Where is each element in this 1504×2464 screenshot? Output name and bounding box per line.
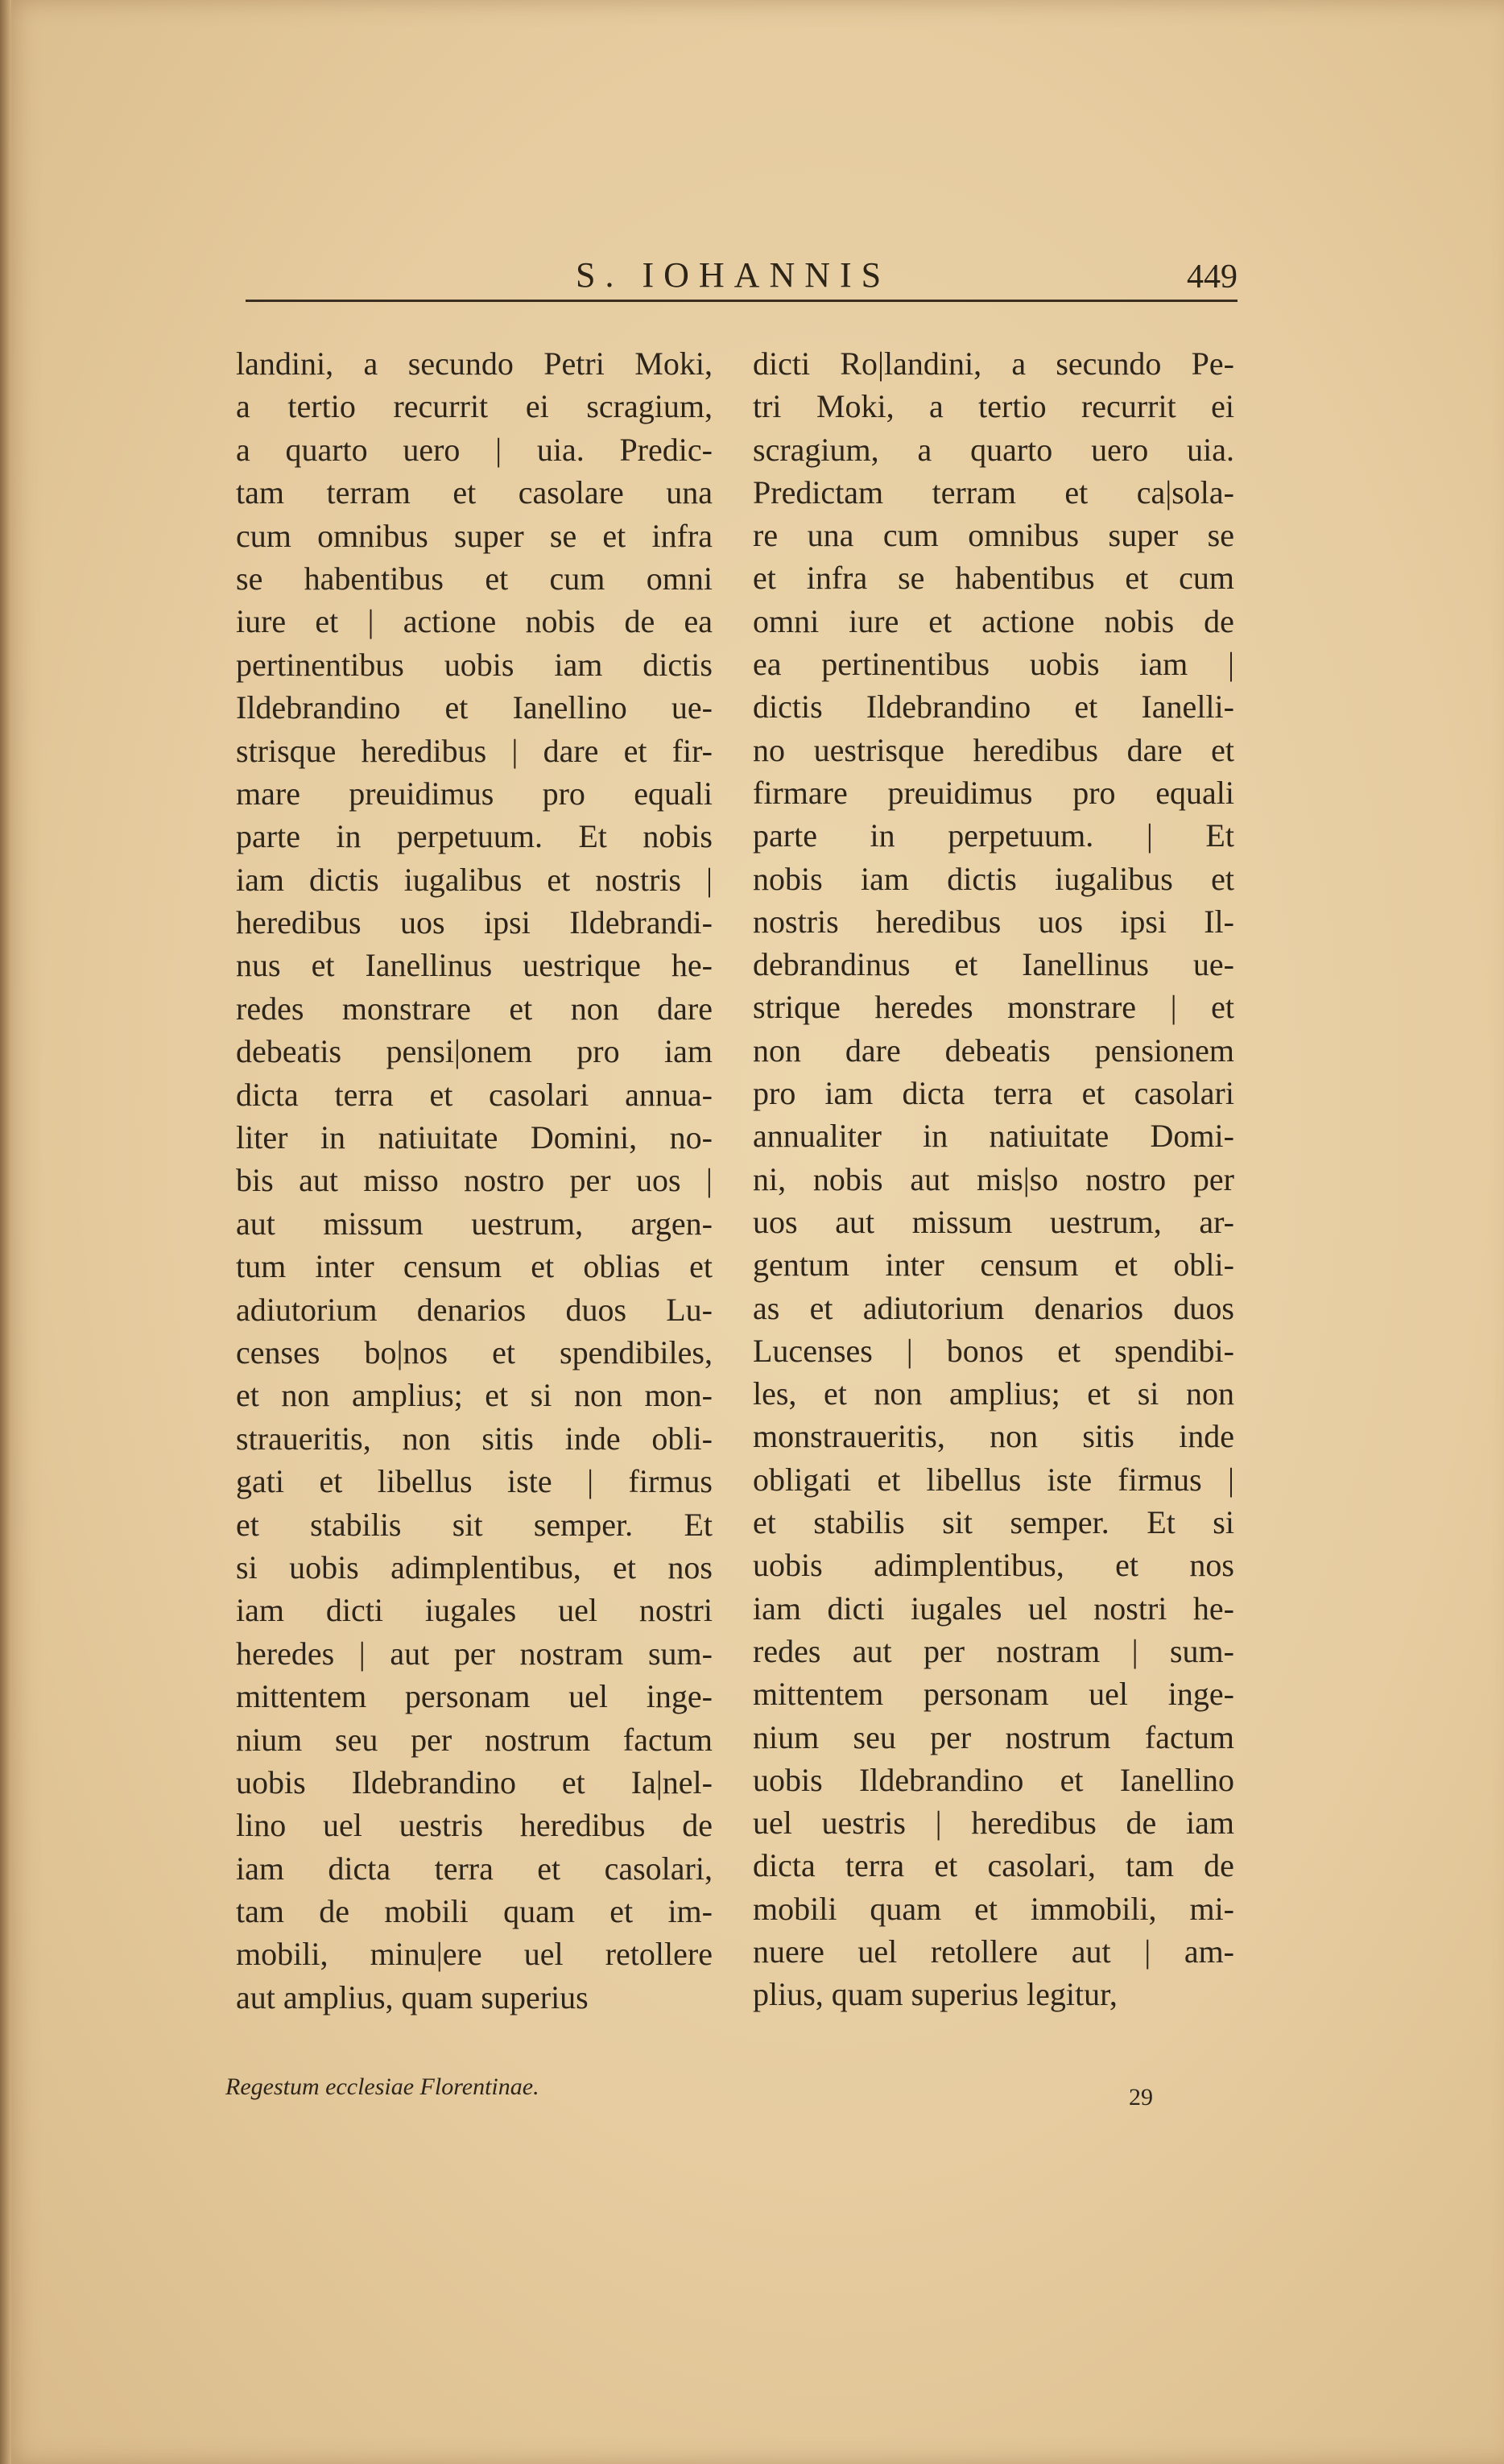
page-binding-edge (0, 0, 11, 2464)
right-column-line: Lucenses | bonos et spendibi- (753, 1332, 1234, 1369)
right-column-line: gentum inter censum et obli- (753, 1246, 1234, 1284)
left-column-line: redes monstrare et non dare (236, 990, 713, 1027)
right-column-line: et stabilis sit semper. Et si (753, 1504, 1234, 1541)
left-column-line: et stabilis sit semper. Et (236, 1506, 713, 1543)
left-column-line: liter in natiuitate Domini, no- (236, 1119, 713, 1156)
right-column-line: no uestrisque heredibus dare et (753, 731, 1234, 768)
right-column-line: pro iam dicta terra et casolari (753, 1075, 1234, 1112)
left-column-line: censes bo|nos et spendibiles, (236, 1333, 713, 1370)
right-column-line: as et adiutorium denarios duos (753, 1289, 1234, 1326)
right-column-line: mittentem personam uel inge- (753, 1676, 1234, 1713)
right-column-line: ea pertinentibus uobis iam | (753, 646, 1234, 683)
right-column-line: dicta terra et casolari, tam de (753, 1847, 1234, 1884)
left-column-line: strisque heredibus | dare et fir- (236, 732, 713, 769)
left-column-line: heredibus uos ipsi Ildebrandi- (236, 904, 713, 941)
left-column-line: bis aut misso nostro per uos | (236, 1162, 713, 1199)
right-column-line: debrandinus et Ianellinus ue- (753, 946, 1234, 983)
right-column-line: les, et non amplius; et si non (753, 1375, 1234, 1412)
left-column-line: iam dictis iugalibus et nostris | (236, 861, 713, 898)
left-column-line: nus et Ianellinus uestrique he- (236, 947, 713, 984)
right-column-line: tri Moki, a tertio recurrit ei (753, 388, 1234, 425)
left-column-line: iure et | actione nobis de ea (236, 603, 713, 640)
left-column-line: mobili, minu|ere uel retollere (236, 1936, 713, 1973)
right-column-line: scragium, a quarto uero uia. (753, 431, 1234, 468)
right-column-line: parte in perpetuum. | Et (753, 817, 1234, 854)
left-column-line: cum omnibus super se et infra (236, 517, 713, 554)
page-header (246, 243, 1237, 308)
right-column-line: monstraueritis, non sitis inde (753, 1418, 1234, 1455)
right-column-line: dictis Ildebrandino et Ianelli- (753, 688, 1234, 726)
right-column-line: et infra se habentibus et cum (753, 560, 1234, 597)
right-column (753, 342, 1234, 2033)
right-column-line: annualiter in natiuitate Domi- (753, 1118, 1234, 1155)
right-column-line: nobis iam dictis iugalibus et (753, 860, 1234, 897)
left-column-line: aut missum uestrum, argen- (236, 1205, 713, 1242)
right-column-line: uobis adimplentibus, et nos (753, 1547, 1234, 1584)
right-column-line: non dare debeatis pensionem (753, 1031, 1234, 1069)
right-column-line: dicti Ro|landini, a secundo Pe- (753, 345, 1234, 382)
right-column-line: redes aut per nostram | sum- (753, 1632, 1234, 1669)
left-column-line: tam de mobili quam et im- (236, 1893, 713, 1930)
left-column-line: landini, a secundo Petri Moki, (236, 345, 713, 382)
left-column-line: iam dicti iugales uel nostri (236, 1592, 713, 1629)
left-column-line: si uobis adimplentibus, et nos (236, 1548, 713, 1585)
right-column-line: firmare preuidimus pro equali (753, 774, 1234, 811)
left-column-line: tam terram et casolare una (236, 474, 713, 511)
footer-title: Regestum ecclesiae Florentinae. (225, 2073, 539, 2100)
right-column-line: plius, quam superius legitur, (753, 1976, 1118, 2013)
left-column-line: gati et libellus iste | firmus (236, 1463, 713, 1500)
right-column-line: ni, nobis aut mis|so nostro per (753, 1160, 1234, 1197)
signature-mark: 29 (1129, 2084, 1153, 2111)
page-number: 449 (1187, 258, 1237, 296)
right-column-line: uos aut missum uestrum, ar- (753, 1203, 1234, 1240)
left-column-line: dicta terra et casolari annua- (236, 1076, 713, 1113)
left-column-line: mittentem personam uel inge- (236, 1678, 713, 1715)
left-column-line: iam dicta terra et casolari, (236, 1850, 713, 1887)
left-column-line: tum inter censum et oblias et (236, 1248, 713, 1285)
left-column-line: a quarto uero | uia. Predic- (236, 431, 713, 468)
left-column-line: pertinentibus uobis iam dictis (236, 646, 713, 683)
left-column-line: parte in perpetuum. Et nobis (236, 818, 713, 855)
right-column-line: obligati et libellus iste firmus | (753, 1461, 1234, 1498)
left-column-line: et non amplius; et si non mon- (236, 1377, 713, 1414)
left-column-line: a tertio recurrit ei scragium, (236, 388, 713, 425)
left-column-line: nium seu per nostrum factum (236, 1721, 713, 1758)
right-column-line: re una cum omnibus super se (753, 517, 1234, 554)
right-column-line: uobis Ildebrandino et Ianellino (753, 1761, 1234, 1798)
left-column-line: debeatis pensi|onem pro iam (236, 1033, 713, 1070)
left-column-line: heredes | aut per nostram sum- (236, 1635, 713, 1672)
left-column-line: mare preuidimus pro equali (236, 775, 713, 812)
right-column-line: nuere uel retollere aut | am- (753, 1933, 1234, 1970)
right-column-line: nium seu per nostrum factum (753, 1718, 1234, 1755)
right-column-line: uel uestris | heredibus de iam (753, 1805, 1234, 1842)
running-title: S. IOHANNIS (576, 255, 891, 295)
left-column-line: uobis Ildebrandino et Ia|nel- (236, 1763, 713, 1800)
left-column-line: Ildebrandino et Ianellino ue- (236, 689, 713, 726)
left-column-line: straueritis, non sitis inde obli- (236, 1420, 713, 1457)
left-column-line: lino uel uestris heredibus de (236, 1807, 713, 1844)
right-column-line: Predictam terram et ca|sola- (753, 473, 1234, 511)
left-column-line: se habentibus et cum omni (236, 560, 713, 597)
left-column (236, 342, 713, 2033)
header-rule (246, 300, 1237, 302)
right-column-line: omni iure et actione nobis de (753, 602, 1234, 639)
left-column-line: adiutorium denarios duos Lu- (236, 1291, 713, 1328)
left-column-line: aut amplius, quam superius (236, 1978, 589, 2015)
right-column-line: mobili quam et immobili, mi- (753, 1890, 1234, 1927)
right-column-line: nostris heredibus uos ipsi Il- (753, 903, 1234, 940)
right-column-line: iam dicti iugales uel nostri he- (753, 1590, 1234, 1627)
right-column-line: strique heredes monstrare | et (753, 989, 1234, 1026)
